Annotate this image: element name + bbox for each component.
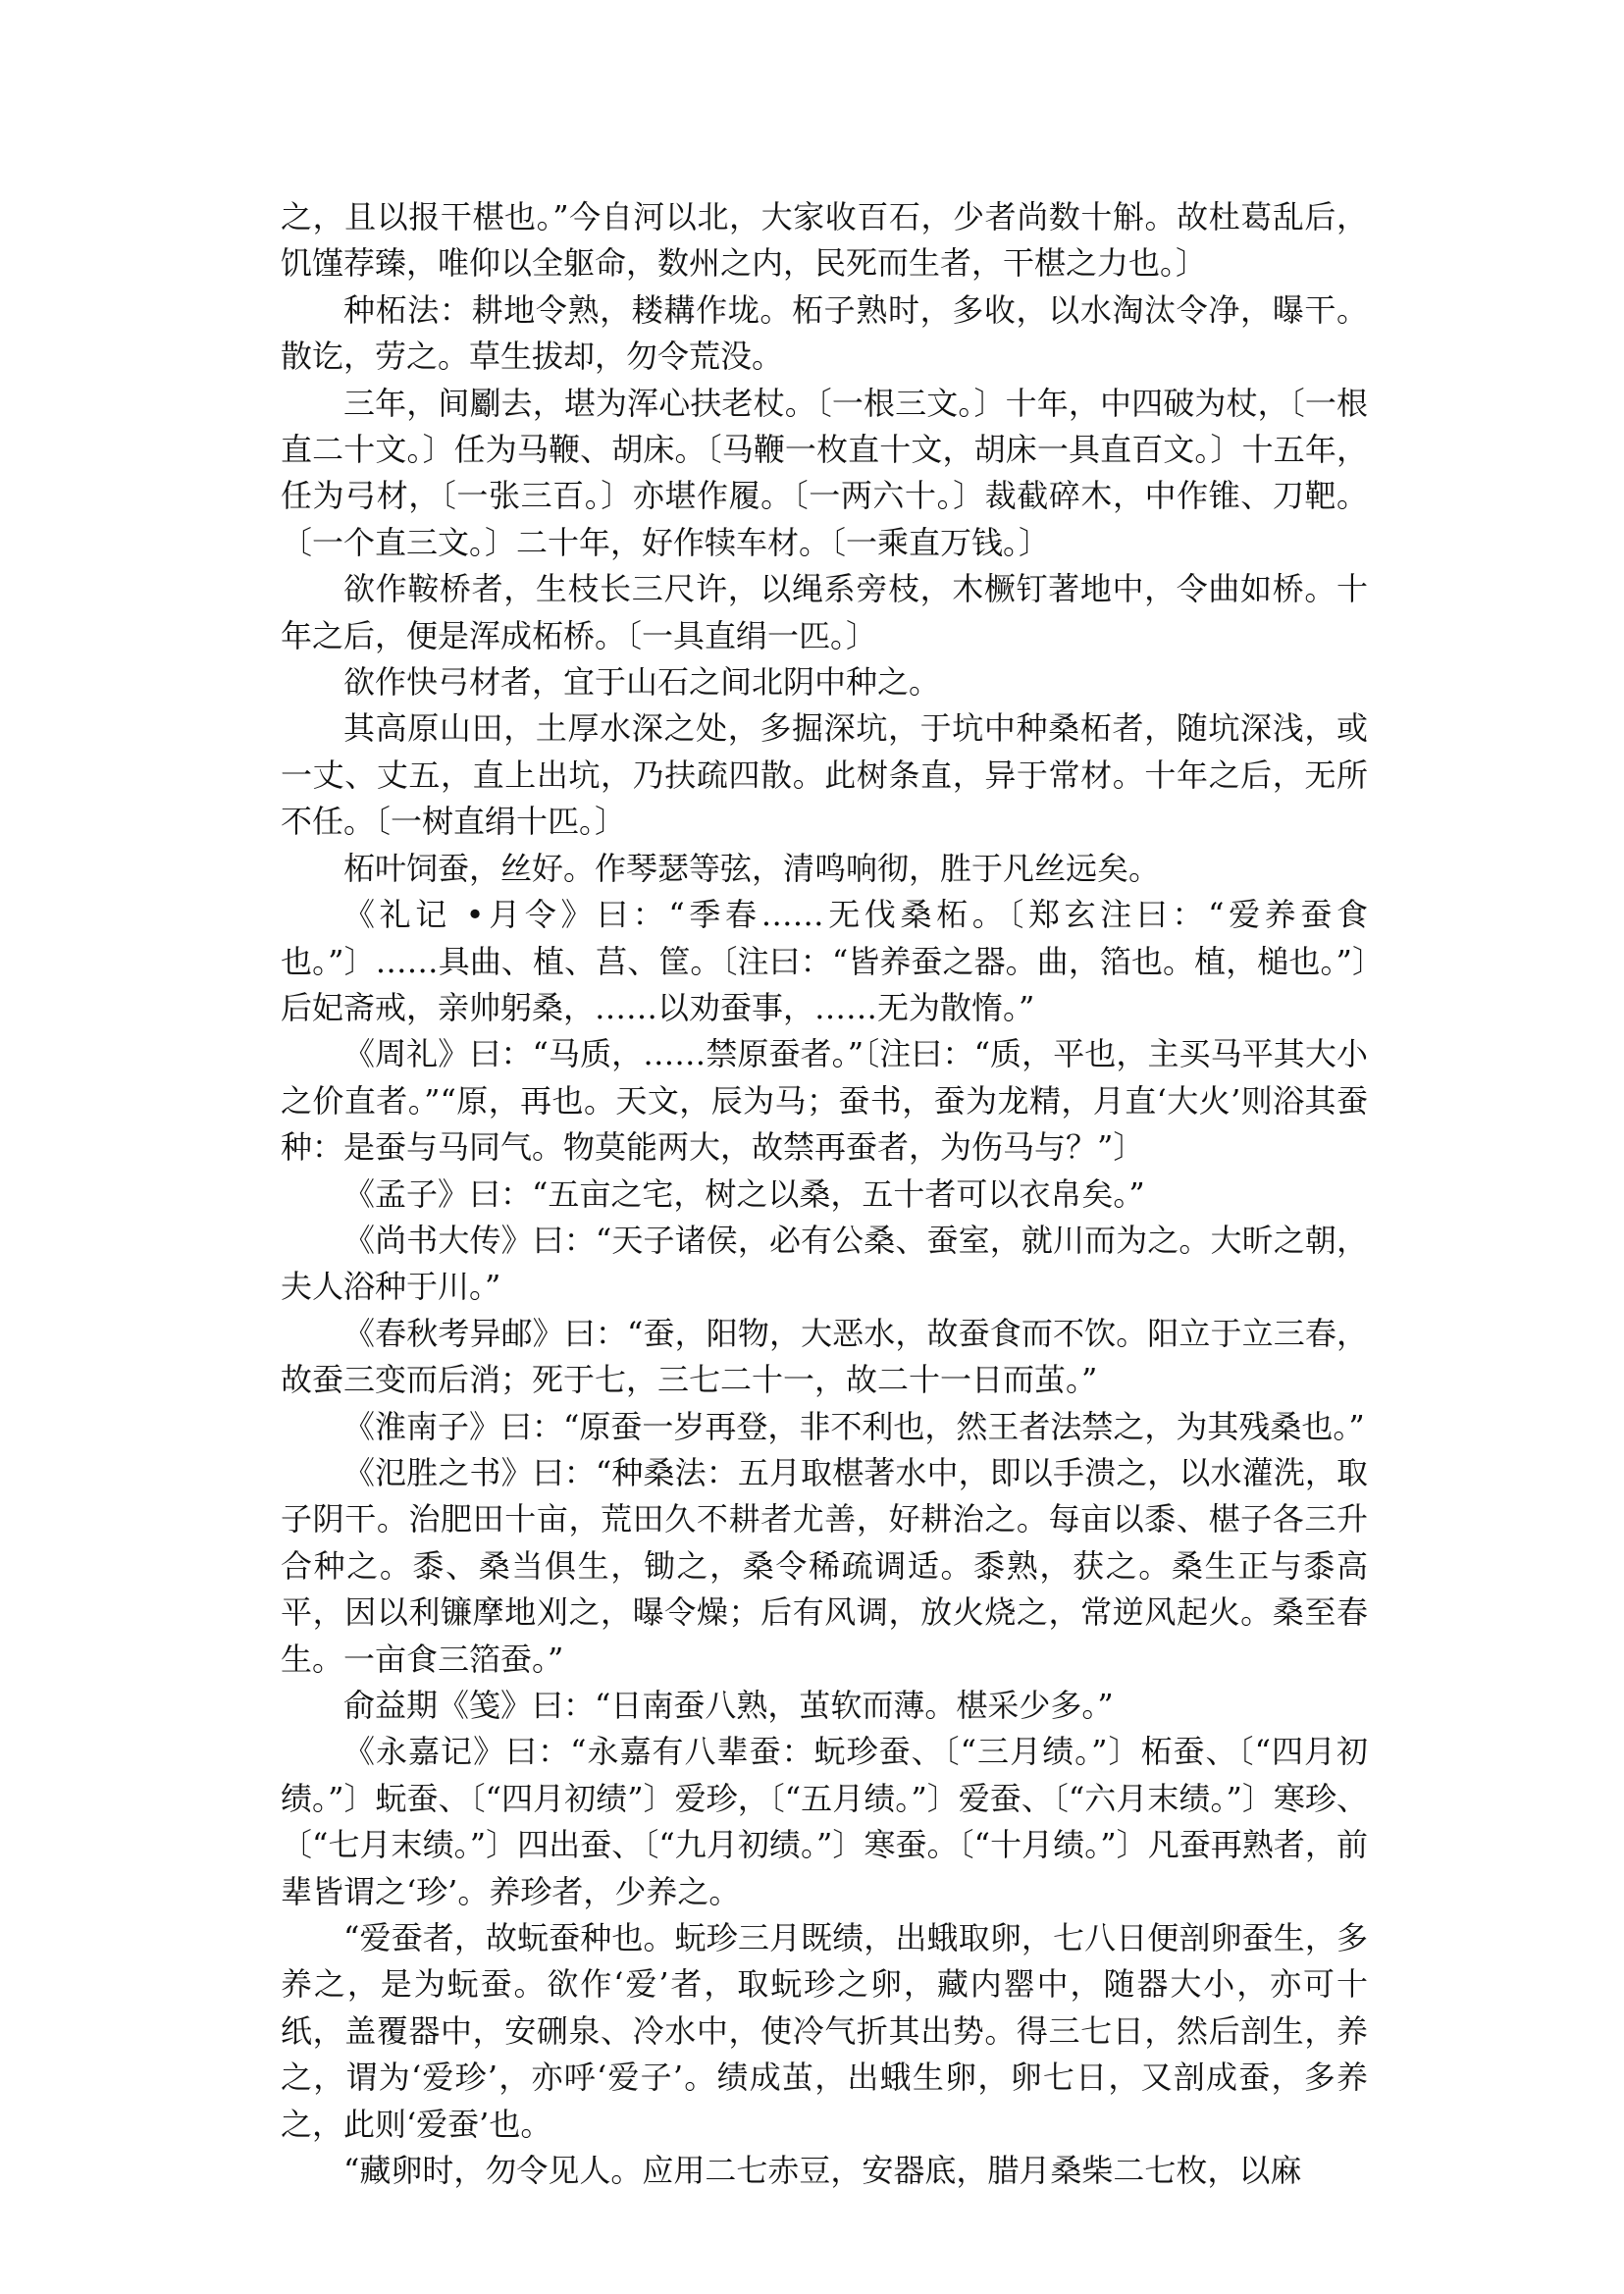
paragraph-fanshengzhi-shu: 《氾胜之书》曰：“种桑法：五月取椹著水中，即以手溃之，以水灌洗，取子阴干。治肥田十亩，荒田久不耕者尤善，好耕治之。每亩以黍、椹子各三升合种之。黍、桑当俱生，锄之，桑令稀疏调适。黍熟，获之。桑生正与黍高平，因以利镰摩地刈之，曝令燥；后有风调，放火烧之，常逆风起火。桑至春生。一亩食三箔蚕。” (281, 1453, 1368, 1678)
paragraph-three-years: 三年，间劚去，堪为浑心扶老杖。〔一根三文。〕十年，中四破为杖，〔一根直二十文。〕任为马鞭、胡床。〔马鞭一枚直十文，胡床一具直百文。〕十五年，任为弓材，〔一张三百。〕亦堪作履。〔一两六十。〕裁截碎木，中作锥、刀靶。〔一个直三文。〕二十年，好作犊车材。〔一乘直万钱。〕 (281, 384, 1368, 561)
paragraph-shangshu-dazhuan: 《尚书大传》曰：“天子诸侯，必有公桑、蚕室，就川而为之。大昕之朝，夫人浴种于川。” (281, 1221, 1368, 1306)
paragraph-huainanzi: 《淮南子》曰：“原蚕一岁再登，非不利也，然王者法禁之，为其残桑也。” (343, 1407, 1365, 1445)
paragraph-cang-luan: “藏卵时，勿令见人。应用二七赤豆，安器底，腊月桑柴二七枚，以麻 (343, 2152, 1302, 2190)
paragraph-zhe-leaves: 柘叶饲蚕，丝好。作琴瑟等弦，清鸣响彻，胜于凡丝远矣。 (343, 849, 1161, 887)
paragraph-highland-fields: 其高原山田，土厚水深之处，多掘深坑，于坑中种桑柘者，随坑深浅，或一丈、丈五，直上出坑，乃扶疏四散。此树条直，异于常材。十年之后，无所不任。〔一树直绢十匹。〕 (281, 709, 1368, 841)
paragraph-bow-material: 欲作快弓材者，宜于山石之间北阴中种之。 (343, 663, 941, 702)
paragraph-continuation: 之，且以报干椹也。”今自河以北，大家收百石，少者尚数十斛。故杜葛乱后，饥馑荐臻，唯仰以全躯命，数州之内，民死而生者，干椹之力也。〕 (281, 198, 1368, 283)
paragraph-yu-yiqi-jian: 俞益期《笺》曰：“日南蚕八熟，茧软而薄。椹采少多。” (343, 1687, 1114, 1724)
paragraph-zhe-planting: 种柘法：耕地令熟，耧耩作垅。柘子熟时，多收，以水淘汰令净，曝干。散讫，劳之。草生拔却，勿令荒没。 (281, 290, 1368, 376)
paragraph-yongjia-ji: 《永嘉记》曰：“永嘉有八辈蚕：蚖珍蚕、〔“三月绩。”〕柘蚕、〔“四月初绩。”〕蚖蚕、〔“四月初绩”〕爱珍，〔“五月绩。”〕爱蚕、〔“六月末绩。”〕寒珍、〔“七月末绩。”〕四出蚕、〔“九月初绩。”〕寒蚕。〔“十月绩。”〕凡蚕再熟者，前辈皆谓之‘珍’。养珍者，少养之。 (281, 1733, 1368, 1910)
paragraph-ai-can: “爱蚕者，故蚖蚕种也。蚖珍三月既绩，出蛾取卵，七八日便剖卵蚕生，多养之，是为蚖蚕。欲作‘爱’者，取蚖珍之卵，藏内罂中，随器大小，亦可十纸，盖覆器中，安硎泉、冷水中，使冷气折其出势。得三七日，然后剖生，养之，谓为‘爱珍’，亦呼‘爱子’。绩成茧，出蛾生卵，卵七日，又剖成蚕，多养之，此则‘爱蚕’也。 (281, 1919, 1368, 2143)
paragraph-chunqiu-kaoyiyou: 《春秋考异邮》曰：“蚕，阳物，大恶水，故蚕食而不饮。阳立于立三春，故蚕三变而后消；死于七，三七二十一，故二十一日而茧。” (281, 1314, 1368, 1399)
paragraph-liji-yueling: 《礼记 •月令》曰：“季春……无伐桑柘。〔郑玄注曰：“爱养蚕食也。”〕……具曲、植、莒、筐。〔注曰：“皆养蚕之器。曲，箔也。植，槌也。”〕后妃斋戒，亲帅躬桑，……以劝蚕事，……无为散惰。” (281, 896, 1368, 1026)
document-page (281, 194, 1368, 2194)
paragraph-mengzi: 《孟子》曰：“五亩之宅，树之以桑，五十者可以衣帛矣。” (343, 1174, 1145, 1213)
paragraph-saddle-bridge: 欲作鞍桥者，生枝长三尺许，以绳系旁枝，木橛钉著地中，令曲如桥。十年之后，便是浑成柘桥。〔一具直绢一匹。〕 (281, 570, 1368, 654)
paragraph-zhouli: 《周礼》曰：“马质，……禁原蚕者。”〔注曰：“质，平也，主买马平其大小之价直者。”“原，再也。天文，辰为马；蚕书，蚕为龙精，月直‘大火’则浴其蚕种：是蚕与马同气。物莫能两大，故禁再蚕者，为伤马与？”〕 (281, 1035, 1368, 1167)
